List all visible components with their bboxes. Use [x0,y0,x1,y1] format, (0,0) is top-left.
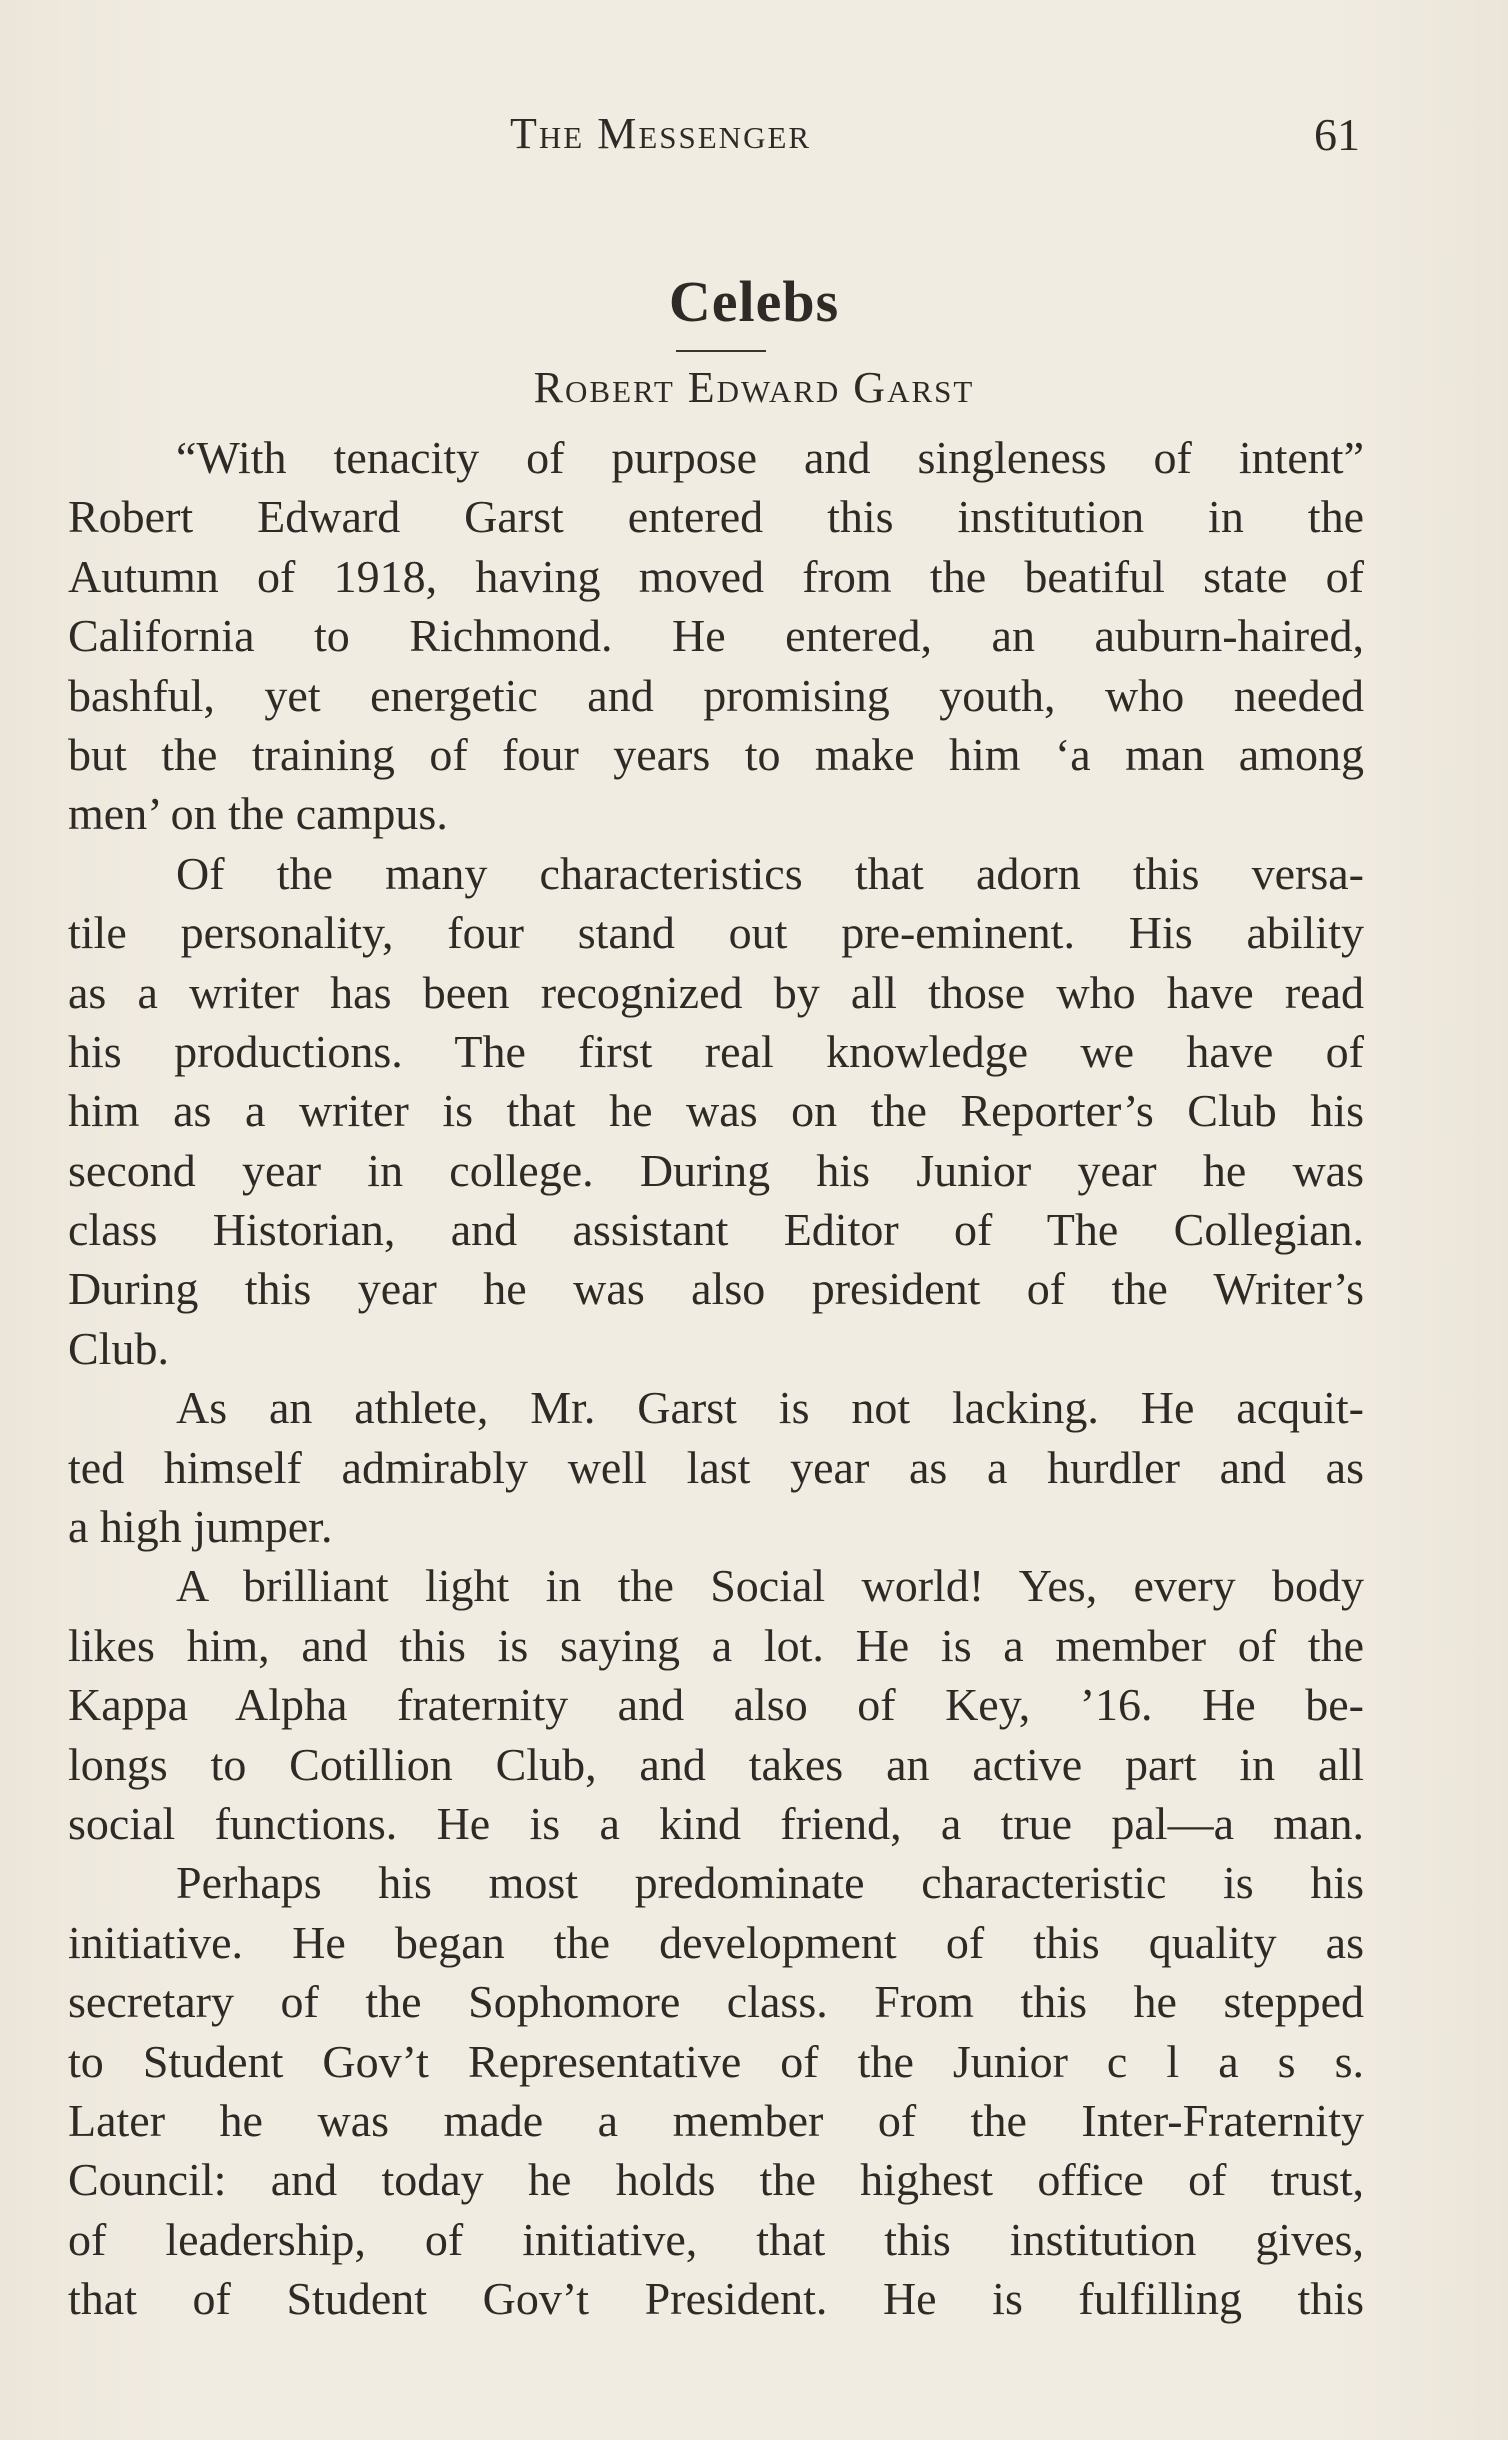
text-line: of leadership, of initiative, that this institution gives, [68,2213,1364,2265]
text-line: him as a writer is that he was on the Reporter’s Club his [68,1085,1364,1137]
text-line: men’ on the campus. [68,788,448,840]
subject-name: Robert Edward Garst [533,363,975,412]
section-title: Celebs [668,269,840,334]
text-line: Perhaps his most predominate characteristic is his [176,1857,1364,1909]
text-line: A brilliant light in the Social world! Yes, every body [176,1560,1364,1612]
text-line: As an athlete, Mr. Garst is not lacking. He acquit- [176,1382,1364,1434]
text-line: bashful, yet energetic and promising youth, who needed [68,669,1364,721]
journal-name: The Messenger [510,109,812,158]
body-text [68,428,1364,2329]
text-line: as a writer has been recognized by all those who have read [68,966,1364,1018]
text-line: secretary of the Sophomore class. From this he stepped [68,1976,1364,2028]
text-line: Of the many characteristics that adorn this versa- [176,847,1364,899]
text-line: ted himself admirably well last year as a hurdler and as [68,1441,1364,1493]
text-line: Council: and today he holds the highest office of trust, [68,2154,1364,2206]
text-line: his productions. The first real knowledge we have of [68,1025,1364,1077]
text-line: second year in college. During his Junior year he was [68,1144,1364,1196]
text-line: a high jumper. [68,1501,333,1553]
text-line: California to Richmond. He entered, an auburn-haired, [68,610,1364,662]
text-line: to Student Gov’t Representative of the Junior c l a s s. [68,2035,1364,2087]
text-line: initiative. He began the development of this quality as [68,1916,1364,1968]
title-rule [676,350,766,352]
text-line: but the training of four years to make him ‘a man among [68,728,1364,780]
text-line: longs to Cotillion Club, and takes an active part in all [68,1738,1364,1790]
running-head [0,100,1508,170]
text-line: social functions. He is a kind friend, a true pal—a man. [68,1797,1364,1849]
text-line: Later he was made a member of the Inter-Fraternity [68,2094,1364,2146]
text-line: Autumn of 1918, having moved from the beatiful state of [68,550,1364,602]
text-line: Club. [68,1322,169,1374]
page-number: 61 [1314,109,1360,160]
text-line: During this year he was also president of the Writer’s [68,1263,1364,1315]
text-line: Kappa Alpha fraternity and also of Key, ’16. He be- [68,1679,1364,1731]
text-line: “With tenacity of purpose and singleness of intent” [176,432,1364,483]
text-line: tile personality, four stand out pre-eminent. His ability [68,907,1364,959]
text-line: class Historian, and assistant Editor of The Collegian. [68,1204,1364,1256]
text-line: likes him, and this is saying a lot. He is a member of the [68,1619,1364,1671]
text-line: Robert Edward Garst entered this institution in the [68,491,1364,543]
text-line: that of Student Gov’t President. He is fulfilling this [68,2273,1364,2325]
